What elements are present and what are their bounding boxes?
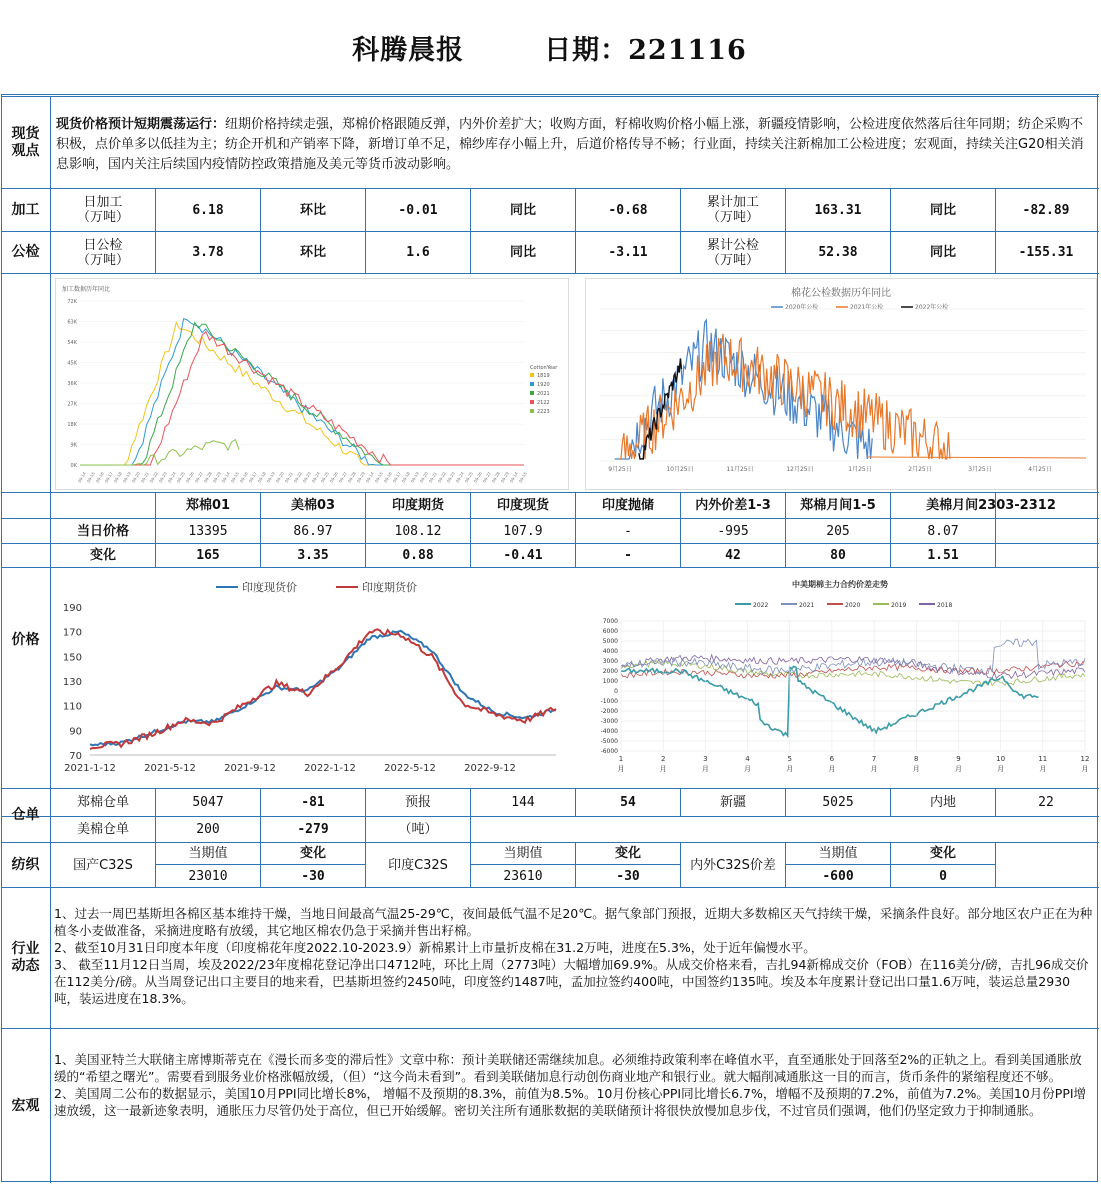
c1-xtick: 09-21 [427, 471, 438, 484]
c4-xtick: 月 [617, 765, 625, 773]
c4-xtick-num: 3 [703, 755, 708, 763]
inspection-cum-value: 52.38 [818, 245, 858, 260]
c4-xtick: 月 [954, 765, 962, 773]
yarn-spread-label: 内外C32S价差 [690, 857, 776, 873]
section-industry: 行业动态 [11, 941, 40, 974]
price-today-3: 107.9 [503, 523, 543, 539]
c4-xtick: 月 [701, 765, 709, 773]
processing-daily-label: 日加工 （万吨） [76, 195, 129, 225]
c4-ytick: 3000 [602, 658, 618, 665]
c3-xtick: 2021-9-12 [224, 763, 276, 774]
section-spot-view: 现货观点 [11, 125, 40, 159]
c1-legend-swatch [530, 382, 534, 386]
warehouse-us-value: 200 [196, 822, 220, 837]
c3-ytick: 70 [69, 751, 82, 762]
c4-legend-label: 2018 [937, 602, 953, 609]
c3-legend-label: 印度期货价 [362, 581, 417, 594]
c4-ytick: -6000 [600, 748, 618, 755]
c4-ytick: 5000 [602, 638, 618, 645]
warehouse-us-change: -279 [297, 822, 329, 837]
c1-xtick: 09-17 [391, 471, 402, 484]
warehouse-forecast-value: 144 [511, 795, 535, 810]
c1-legend-label: 2021 [537, 391, 550, 397]
c1-xtick: 09-19 [409, 471, 420, 484]
c1-xtick: 09-27 [481, 471, 492, 484]
c3-series-line [90, 631, 556, 746]
c1-legend-swatch [530, 409, 534, 413]
c1-xtick: 09-22 [436, 471, 447, 484]
processing-daily-value: 6.18 [192, 202, 224, 218]
c4-xtick: 月 [1081, 765, 1089, 773]
price-header-4: 印度抛储 [601, 498, 654, 513]
processing-yearly-chart [55, 278, 569, 490]
c4-xtick-num: 2 [660, 755, 666, 763]
c4-xtick-num: 9 [956, 755, 961, 763]
c2-xtick: 9月25日 [608, 466, 632, 473]
c4-xtick: 月 [659, 765, 667, 773]
c4-xtick: 月 [786, 765, 794, 773]
c1-xtick: 09-15 [229, 471, 240, 484]
c1-xtick: 09-21 [283, 471, 294, 484]
price-change-2: 0.88 [402, 548, 434, 563]
processing-yoy-value: -0.68 [608, 202, 648, 218]
price-today-6: 205 [826, 523, 850, 539]
section-price: 价格 [11, 632, 40, 648]
c4-legend-label: 2020 [845, 602, 861, 609]
c3-xtick: 2022-1-12 [304, 763, 356, 774]
c3-ytick: 190 [62, 603, 82, 614]
c1-ytick: 72K [67, 299, 77, 305]
industry-item-3: 3、 截至11月12日当周，埃及2022/23年度棉花登记净出口4712吨，环比上周（2773吨）大幅增加69.9%。从成交价格来看，吉扎94新棉成交价（FOB）在116美分/磅，吉扎96成交价在112美分/磅。从当周登记出口主要目的地来看，巴基斯坦签约2450吨，印度签约1487吨，孟加拉签约400吨，中国签约135吨。埃及本年度累计登记出口量1.6万吨，装运总量2930吨，装运进度在18.3%。 [54, 957, 1089, 1006]
industry-news [54, 905, 1094, 1007]
c4-xtick-num: 11 [1038, 755, 1048, 763]
c4-ytick: 1000 [602, 678, 618, 685]
c1-xtick: 09-14 [76, 471, 87, 484]
c4-ytick: 4000 [602, 648, 618, 655]
price-today-4: - [624, 523, 632, 539]
yarn-domestic-current-label: 当期值 [188, 846, 228, 861]
c1-legend-label: 2122 [537, 400, 550, 406]
c4-xtick: 月 [828, 765, 836, 773]
report-header [1, 1, 1098, 94]
c1-xtick: 09-18 [256, 471, 267, 484]
processing-cum-yoy-label: 同比 [929, 202, 956, 218]
yarn-spread-value: -600 [822, 868, 854, 884]
c4-ytick: -4000 [600, 728, 618, 735]
inspection-yoy-value: -3.11 [608, 245, 648, 260]
c1-xtick: 09-26 [328, 471, 339, 484]
c1-legend-label: 1920 [537, 382, 550, 388]
c3-ytick: 170 [62, 627, 82, 639]
spot-view-body: 纽期价格持续走强，郑棉价格跟随反弹，内外价差扩大；收购方面，籽棉收购价格小幅上涨，新疆疫情影响，公检进度依然落后往年同期；纺企采购不积极，点价单多以低挂为主；纺企开机和产销率下降，新增订单不足，棉纱库存小幅上升，后道价格传导不畅；行业面，持续关注新棉加工公检进度；宏观面，持续关注G20相关消息影响，国内关注后续国内疫情防控政策措施及美元等货币波动影响。 [56, 117, 1084, 172]
yarn-domestic-change: -30 [301, 868, 325, 884]
price-header-0: 郑棉01 [185, 498, 231, 513]
c1-series-2122 [80, 332, 524, 465]
c1-xtick: 09-25 [319, 471, 330, 484]
c3-ytick: 90 [69, 726, 82, 738]
c1-xtick: 09-27 [337, 471, 348, 484]
c2-xtick: 11月25日 [726, 466, 754, 473]
inspection-cum-yoy-value: -155.31 [1018, 245, 1074, 260]
c1-xtick: 09-15 [517, 471, 528, 484]
c1-legend-swatch [530, 391, 534, 395]
c1-xtick: 09-24 [310, 471, 321, 484]
cn-us-spread-chart [585, 571, 1095, 783]
price-change-5: 42 [725, 548, 741, 563]
c3-xtick: 2021-5-12 [144, 763, 196, 774]
yarn-india-current-label: 当期值 [503, 846, 543, 861]
c3-legend-label: 印度现货价 [242, 581, 297, 594]
warehouse-xinjiang-label: 新疆 [719, 795, 746, 810]
warehouse-zhengmian-label: 郑棉仓单 [76, 795, 129, 810]
c1-xtick: 09-14 [364, 471, 375, 484]
c1-series-2223 [80, 440, 239, 465]
warehouse-forecast-label: 预报 [404, 795, 431, 810]
section-processing: 加工 [11, 201, 40, 218]
c1-xtick: 09-15 [373, 471, 384, 484]
price-header-7: 美棉月间2303-2312 [926, 498, 1056, 513]
c4-series-line [621, 639, 1085, 674]
c3-ytick: 150 [62, 652, 82, 664]
india-price-chart [56, 571, 566, 783]
c1-ytick: 18K [67, 422, 77, 428]
c2-legend-label: 2021年公检 [850, 304, 884, 311]
c4-xtick: 月 [744, 765, 752, 773]
chart1-title: 加工数据历年同比 [62, 286, 111, 293]
inspection-yearly-chart [585, 278, 1097, 490]
c2-legend-label: 2020年公检 [785, 304, 819, 311]
c2-xtick: 12月25日 [786, 466, 814, 473]
chart4-title: 中美期棉主力合约价差走势 [792, 580, 888, 589]
inspection-cum-label: 累计公检 （万吨） [706, 237, 759, 268]
c4-ytick: 7000 [602, 618, 618, 625]
yarn-spread-change: 0 [939, 868, 947, 884]
inspection-mom-label: 环比 [299, 245, 326, 260]
c4-legend-label: 2021 [799, 602, 815, 609]
price-change-label: 变化 [89, 548, 116, 563]
c1-xtick: 09-14 [220, 471, 231, 484]
c4-xtick: 月 [912, 765, 920, 773]
section-yarn: 纺织 [11, 856, 40, 873]
c1-xtick: 09-28 [490, 471, 501, 484]
c1-legend-swatch [530, 373, 534, 377]
c1-xtick: 09-18 [400, 471, 411, 484]
macro-item-1: 1、美国亚特兰大联储主席博斯蒂克在《漫长而多变的滞后性》文章中称：预计美联储还需继续加息。必须维持政策利率在峰值水平，直至通胀处于回落至2%的正轨之上。看到美国通胀放缓的“希望之曙光”。需要看到服务业价格涨幅放缓，（但）“这今尚未看到”。看到美联储加息行动创伤商业地产和银行业。就大幅削减通胀这一目的而言，货币条件的紧缩程度还不够。 [54, 1052, 1082, 1084]
processing-yoy-label: 同比 [509, 202, 536, 218]
section-inspection: 公检 [11, 244, 40, 260]
c1-xtick: 09-24 [166, 471, 177, 484]
price-change-0: 165 [196, 548, 220, 563]
processing-mom-label: 环比 [299, 202, 326, 218]
price-today-label: 当日价格 [76, 523, 129, 539]
c4-xtick: 月 [1039, 765, 1047, 773]
industry-item-2: 2、截至10月31日印度本年度（印度棉花年度2022.10-2023.9）新棉累计上市量折皮棉在31.2万吨，进度在5.3%，处于近年偏慢水平。 [54, 940, 816, 955]
processing-mom-value: -0.01 [398, 202, 438, 218]
c1-xtick: 09-20 [274, 471, 285, 484]
c1-xtick: 09-20 [418, 471, 429, 484]
c3-xtick: 2021-1-12 [64, 763, 116, 774]
price-change-7: 1.51 [927, 548, 959, 563]
inspection-cum-yoy-label: 同比 [929, 245, 956, 260]
c3-ytick: 130 [62, 677, 82, 688]
c4-ytick: 2000 [602, 668, 618, 675]
spot-view-lead: 现货价格预计短期震荡运行： [56, 117, 226, 132]
c1-xtick: 09-23 [445, 471, 456, 484]
c1-xtick: 09-26 [472, 471, 483, 484]
c4-legend-label: 2019 [891, 602, 907, 609]
yarn-domestic-change-label: 变化 [299, 846, 326, 861]
section-macro: 宏观 [11, 1097, 40, 1114]
c1-xtick: 09-20 [130, 471, 141, 484]
c1-xtick: 09-29 [355, 471, 366, 484]
c4-xtick-num: 8 [914, 755, 919, 763]
price-today-2: 108.12 [394, 523, 442, 539]
c1-xtick: 09-22 [148, 471, 159, 484]
c2-xtick: 3月25日 [968, 466, 992, 473]
c1-xtick: 09-23 [301, 471, 312, 484]
c1-xtick: 09-18 [112, 471, 123, 484]
yarn-spread-change-label: 变化 [929, 846, 956, 861]
c1-legend-label: 2223 [537, 409, 550, 415]
price-change-6: 80 [830, 548, 846, 563]
c1-xtick: 09-14 [508, 471, 519, 484]
c1-xtick: 09-27 [193, 471, 204, 484]
c4-ytick: -3000 [600, 718, 618, 725]
c1-xtick: 09-19 [121, 471, 132, 484]
c1-xtick: 09-28 [202, 471, 213, 484]
yarn-india-label: 印度C32S [388, 857, 448, 873]
warehouse-us-label: 美棉仓单 [76, 822, 129, 837]
c1-xtick: 09-29 [499, 471, 510, 484]
warehouse-inland-label: 内地 [929, 795, 956, 810]
c1-ytick: 27K [67, 401, 77, 408]
c4-xtick-num: 7 [871, 755, 877, 763]
yarn-domestic-label: 国产C32S [73, 857, 133, 873]
warehouse-forecast-change: 54 [620, 795, 636, 810]
c2-legend-label: 2022年公检 [915, 304, 949, 311]
report-date: 日期：221116 [544, 35, 747, 66]
c2-xtick: 10月25日 [666, 466, 694, 473]
c1-ytick: 63K [67, 319, 77, 326]
c1-series-2021 [80, 323, 524, 466]
yarn-india-change: -30 [616, 868, 640, 884]
c4-xtick-num: 5 [787, 755, 792, 763]
c1-xtick: 09-17 [103, 471, 114, 484]
price-header-6: 郑棉月间1-5 [800, 498, 876, 513]
c1-xtick: 09-22 [292, 471, 303, 484]
c4-ytick: -2000 [600, 708, 618, 715]
price-today-0: 13395 [188, 523, 228, 539]
c4-xtick: 月 [997, 765, 1005, 773]
yarn-spread-current-label: 当期值 [818, 846, 858, 861]
c4-xtick-num: 12 [1080, 755, 1090, 763]
warehouse-zhengmian-value: 5047 [192, 795, 224, 810]
c1-series-1920 [80, 319, 524, 465]
spot-view-text [56, 115, 1094, 175]
price-header-2: 印度期货 [391, 498, 444, 513]
macro-news [54, 1051, 1094, 1119]
processing-cum-yoy-value: -82.89 [1022, 202, 1070, 218]
warehouse-zhengmian-change: -81 [301, 795, 325, 810]
price-today-5: -995 [717, 523, 749, 539]
c1-ytick: 0K [70, 463, 77, 469]
industry-item-1: 1、过去一周巴基斯坦各棉区基本维持干燥，当地日间最高气温25-29℃，夜间最低气温不足20℃。据气象部门预报，近期大多数棉区天气持续干燥，采摘条件良好。部分地区农户正在为种植冬小麦做准备，采摘进度略有放缓，其它地区棉农仍急于采摘并售出籽棉。 [54, 906, 1093, 938]
c4-legend-label: 2022 [753, 602, 769, 609]
c1-xtick: 09-25 [175, 471, 186, 484]
c1-xtick: 09-26 [184, 471, 195, 484]
c1-xtick: 09-25 [463, 471, 474, 484]
c2-series-tail [867, 457, 1086, 458]
c1-xtick: 09-29 [211, 471, 222, 484]
c2-xtick: 4月25日 [1028, 466, 1052, 473]
c1-legend-label: 1819 [537, 373, 550, 379]
c1-xtick: 09-17 [247, 471, 258, 484]
c1-xtick: 09-23 [157, 471, 168, 484]
chart1-legend-title: CottonYear [530, 365, 558, 371]
warehouse-xinjiang-value: 5025 [822, 795, 854, 810]
c1-ytick: 9K [70, 442, 77, 449]
processing-cum-value: 163.31 [814, 202, 862, 218]
yarn-india-value: 23610 [503, 868, 543, 884]
c4-ytick: 6000 [602, 628, 618, 635]
inspection-daily-label: 日公检 （万吨） [76, 237, 129, 268]
c4-ytick: -5000 [600, 738, 618, 745]
c3-ytick: 110 [62, 701, 82, 713]
inspection-yoy-label: 同比 [509, 245, 536, 260]
c1-legend-swatch [530, 400, 534, 404]
c4-xtick-num: 10 [996, 755, 1006, 763]
c4-ytick: -1000 [600, 698, 618, 705]
price-today-1: 86.97 [293, 523, 333, 539]
c1-ytick: 54K [67, 340, 77, 346]
inspection-mom-value: 1.6 [406, 245, 430, 260]
c1-series-1819 [80, 323, 524, 466]
c3-xtick: 2022-9-12 [464, 763, 516, 774]
section-warehouse: 仓单 [11, 807, 40, 823]
inspection-daily-value: 3.78 [192, 245, 224, 260]
c2-xtick: 1月25日 [848, 466, 872, 473]
c2-series-line [639, 359, 682, 459]
c4-xtick: 月 [870, 765, 878, 773]
c2-xtick: 2月25日 [908, 466, 932, 473]
c1-xtick: 09-19 [265, 471, 276, 484]
c4-xtick-num: 6 [829, 755, 835, 763]
c1-ytick: 36K [67, 381, 77, 387]
price-header-5: 内外价差1-3 [695, 498, 771, 513]
c1-ytick: 45K [67, 360, 77, 367]
chart2-title: 棉花公检数据历年同比 [791, 288, 891, 299]
warehouse-inland-value: 22 [1038, 795, 1054, 810]
c1-xtick: 09-16 [94, 471, 105, 484]
warehouse-unit: （吨） [398, 822, 438, 837]
yarn-domestic-value: 23010 [188, 868, 228, 884]
price-change-3: -0.41 [503, 548, 543, 563]
report-title: 科腾晨报 [352, 35, 465, 66]
c3-xtick: 2022-5-12 [384, 763, 436, 774]
processing-cum-label: 累计加工 （万吨） [706, 195, 759, 225]
price-today-7: 8.07 [927, 523, 959, 539]
c1-xtick: 09-21 [139, 471, 150, 484]
c4-xtick-num: 4 [745, 755, 750, 763]
c1-xtick: 09-16 [238, 471, 249, 484]
c4-ytick: 0 [614, 688, 618, 695]
yarn-india-change-label: 变化 [614, 846, 641, 861]
c1-xtick: 09-16 [382, 471, 393, 484]
c1-xtick: 09-15 [85, 471, 96, 484]
c4-xtick-num: 1 [618, 755, 624, 763]
macro-item-2: 2、美国周二公布的数据显示，美国10月PPI同比增长8%， 增幅不及预期的8.3%，前值为8.5%。10月份核心PPI同比增长6.7%，增幅不及预期的7.2%，前值为7.2%。美国10月份PPI增速放缓，这一最新迹象表明，通胀压力尽管仍处于高位，但已开始缓解。密切关注所有通胀数据的美联储预计将很快放慢加息步伐，不过官员们强调，他们仍坚定致力于抑制通胀。 [54, 1086, 1087, 1118]
price-header-1: 美棉03 [290, 498, 336, 513]
c1-xtick: 09-28 [346, 471, 357, 484]
price-header-3: 印度现货 [496, 498, 549, 513]
c1-xtick: 09-24 [454, 471, 465, 484]
price-change-1: 3.35 [297, 548, 329, 563]
price-change-4: - [624, 548, 632, 563]
